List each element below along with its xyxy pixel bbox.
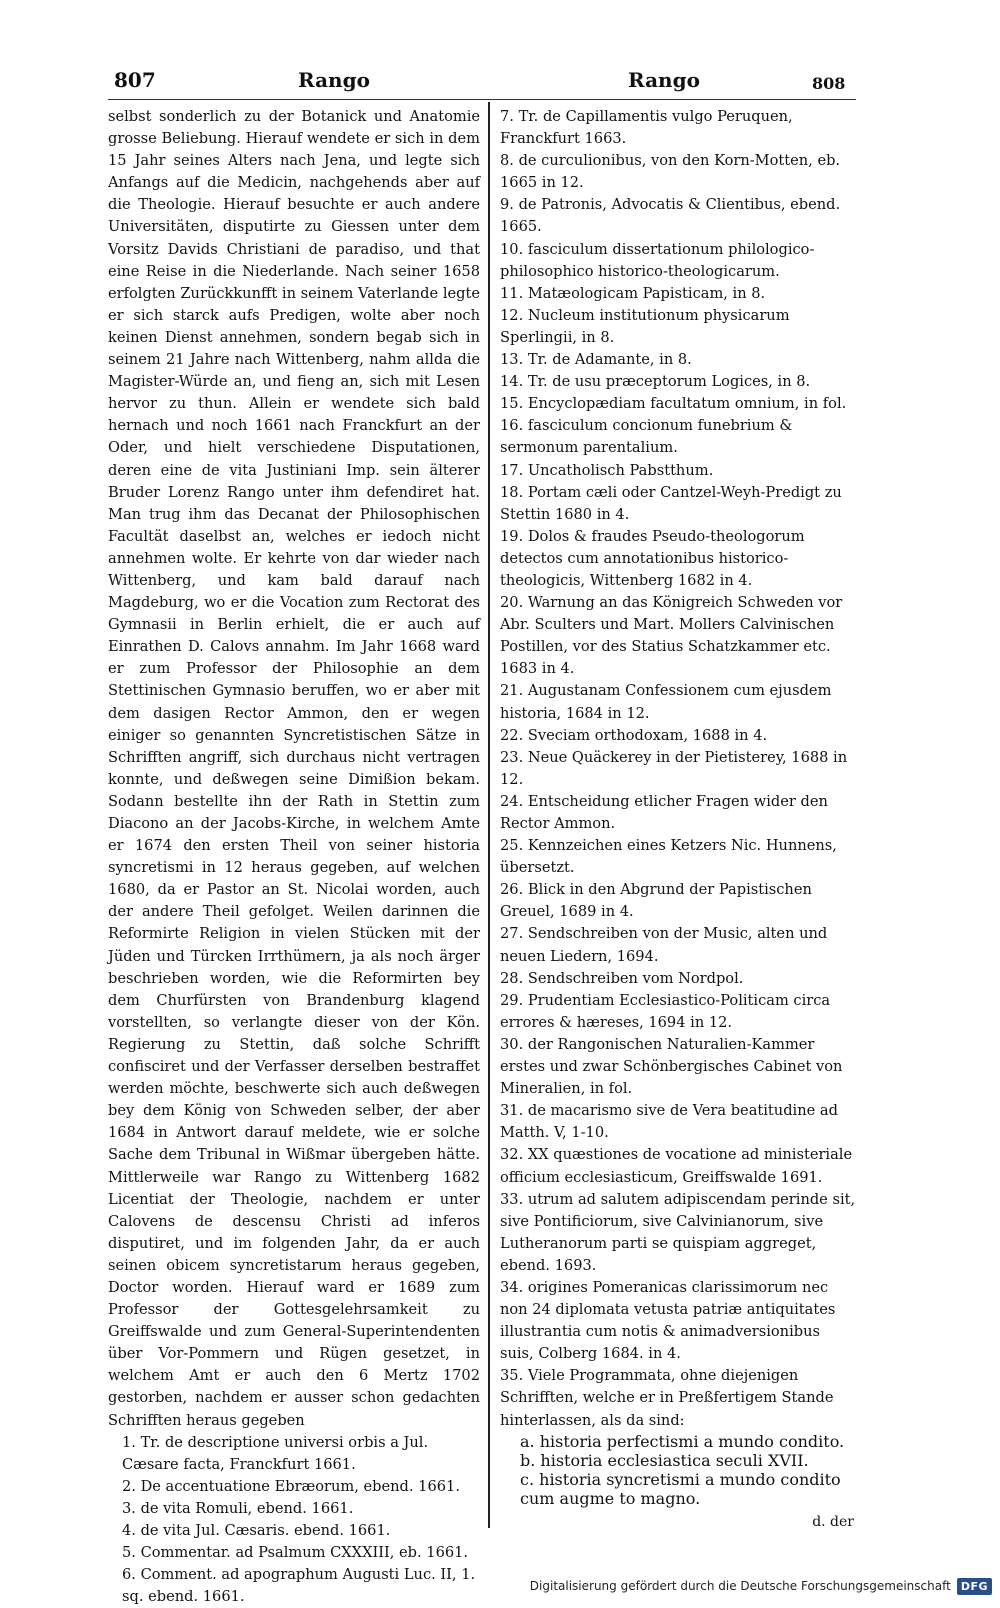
work-item: 19. Dolos & fraudes Pseudo-theologorum detectos cum annotationibus historico-theologicis, Wittenberg 1682 in 4. <box>500 527 805 589</box>
catchword: d. der <box>812 1514 854 1530</box>
work-item: 17. Uncatholisch Pabstthum. <box>500 461 714 479</box>
column-divider <box>488 102 490 1528</box>
work-item: 14. Tr. de usu præceptorum Logices, in 8. <box>500 373 811 391</box>
page-number-right: 808 <box>812 74 846 93</box>
work-item: 7. Tr. de Capillamentis vulgo Peruquen, Franckfurt 1663. <box>500 108 793 148</box>
page-number-left: 807 <box>114 68 156 92</box>
work-item: 1. Tr. de descriptione universi orbis a Jul. Cæsare facta, Franckfurt 1661. <box>122 1433 429 1473</box>
biography-paragraph: selbst sonderlich zu der Botanick und Anatomie grosse Beliebung. Hierauf wendete er sich in dem 15 Jahr seines Alters nach Jena, und legte sich Anfangs auf die Medicin, nachgehends aber auf die Theologie. Hierauf besuchte er auch andere Universitäten, disputirte zu Giessen unter dem Vorsitz Davids Christiani de paradiso, und that eine Reise in die Niederlande. Nach seiner 1658 erfolgten Zurückkunfft in seinem Vaterlande legte er sich starck aufs Predigen, wolte aber noch keinen Dienst annehmen, sondern begab sich in seinem 21 Jahre nach Wittenberg, nahm allda die Magister-Würde an, und fieng an, sich mit Lesen hervor zu thun. Allein er wendete sich bald hernach und noch 1661 nach Franckfurt an der Oder, und hielt verschiedene Disputationen, deren eine de vita Justiniani Imp. sein älterer Bruder Lorenz Rango unter ihm defendiret hat. Man trug ihm das Decanat der Philosophischen Facultät daselbst an, welches er iedoch nicht annehmen wolte. Er kehrte von dar wieder nach Wittenberg, und kam bald darauf nach Magdeburg, wo er die Vocation zum Rectorat des Gymnasii in Berlin erhielt, die er auch auf Einrathen D. Calovs annahm. Im Jahr 1668 ward er zum Professor der Philosophie an dem Stettinischen Gymnasio beruffen, wo er aber mit dem dasigen Rector Ammon, den er wegen einiger so genannten Syncretistischen Sätze in Schrifften angriff, sich durchaus nicht vertragen konnte, und deßwegen seine Dimißion bekam. Sodann bestellte ihn der Rath in Stettin zum Diacono an der Jacobs-Kirche, in welchem Amte er 1674 den ersten Theil von seiner historia syncretismi in 12 heraus gegeben, auf welchen 1680, da er Pastor an St. Nicolai worden, auch der andere Theil gefolget. Weilen darinnen die Reformirte Religion in vielen Stücken mit der Jüden und Türcken Irrthümern, ja als noch ärger beschrieben worden, wie die Reformirten bey dem Churfürsten von Brandenburg klagend vorstellten, so verlangte dieser von der Kön. Regierung zu Stettin, daß solche Schrifft confisciret und der Verfasser derselben bestraffet werden möchte, beschwerte sich auch deßwegen bey dem König von Schweden selber, der aber 1684 in Antwort darauf meldete, wie er solche Sache dem Tribunal in Wißmar übergeben hätte. Mittlerweile war Rango zu Wittenberg 1682 Licentiat der Theologie, nachdem er unter Calovens de descensu Christi ad inferos disputiret, und im folgenden Jahr, da er auch seinen obicem syncretistarum heraus gegeben, Doctor worden. Hierauf ward er 1689 zum Professor der Gottesgelehrsamkeit zu Greiffswalde und zum General-Superintendenten über Vor-Pommern und Rügen gesetzet, in welchem Amt er auch den 6 Mertz 1702 gestorben, nachdem er ausser schon gedachten Schrifften heraus gegeben <box>108 108 480 1429</box>
left-column <box>108 106 480 1608</box>
work-item: 31. de macarismo sive de Vera beatitudine ad Matth. V, 1-10. <box>500 1102 838 1142</box>
unpublished-works-list <box>520 1432 856 1508</box>
sub-work-item: a. historia perfectismi a mundo condito. <box>520 1431 845 1451</box>
work-item: 3. de vita Romuli, ebend. 1661. <box>122 1499 354 1517</box>
work-item: 4. de vita Jul. Cæsaris. ebend. 1661. <box>122 1522 391 1539</box>
work-item: 12. Nucleum institutionum physicarum Sperlingii, in 8. <box>500 306 790 346</box>
work-item: 10. fasciculum dissertationum philologico-philosophico historico-theologicarum. <box>500 240 815 280</box>
work-item: 35. Viele Programmata, ohne diejenigen Schrifften, welche er in Preßfertigem Stande hinterlassen, als da sind: <box>500 1367 834 1429</box>
sub-work-item: c. historia syncretismi a mundo condito cum augme to magno. <box>520 1469 841 1508</box>
work-item: 34. origines Pomeranicas clarissimorum nec non 24 diplomata vetusta patriæ antiquitates illustrantia cum notis & animadversionibus suis, Colberg 1684. in 4. <box>500 1278 836 1363</box>
work-item: 21. Augustanam Confessionem cum ejusdem historia, 1684 in 12. <box>500 682 832 722</box>
funding-credit: Digitalisierung gefördert durch die Deutsche Forschungsgemeinschaft <box>529 1579 951 1593</box>
works-list-right <box>500 106 856 1432</box>
work-item: 32. XX quæstiones de vocatione ad ministeriale officium ecclesiasticum, Greiffswalde 1691. <box>500 1146 853 1186</box>
work-item: 13. Tr. de Adamante, in 8. <box>500 351 692 369</box>
work-item: 33. utrum ad salutem adipiscendam perinde sit, sive Pontificiorum, sive Calvinianorum, sive Lutheranorum parti se quispiam aggreget, ebend. 1693. <box>500 1190 856 1274</box>
work-item: 8. de curculionibus, von den Korn-Motten, eb. 1665 in 12. <box>500 152 841 192</box>
running-head-left: Rango <box>298 68 370 92</box>
work-item: 25. Kennzeichen eines Ketzers Nic. Hunnens, übersetzt. <box>500 837 837 877</box>
work-item: 24. Entscheidung etlicher Fragen wider den Rector Ammon. <box>500 792 828 832</box>
right-column <box>500 106 856 1508</box>
work-item: 2. De accentuatione Ebræorum, ebend. 1661. <box>122 1477 460 1495</box>
work-item: 26. Blick in den Abgrund der Papistischen Greuel, 1689 in 4. <box>500 881 812 921</box>
work-item: 20. Warnung an das Königreich Schweden vor Abr. Sculters und Mart. Mollers Calvinischen Postillen, vor des Statius Schatzkammer etc. 1683 in 4. <box>500 594 843 678</box>
header-rule <box>108 99 856 100</box>
work-item: 28. Sendschreiben vom Nordpol. <box>500 969 744 987</box>
work-item: 15. Encyclopædiam facultatum omnium, in fol. <box>500 395 847 413</box>
work-item: 16. fasciculum concionum funebrium & sermonum parentalium. <box>500 417 793 457</box>
work-item: 9. de Patronis, Advocatis & Clientibus, ebend. 1665. <box>500 196 841 236</box>
work-item: 11. Matæologicam Papisticam, in 8. <box>500 284 766 302</box>
work-item: 27. Sendschreiben von der Music, alten und neuen Liedern, 1694. <box>500 925 828 965</box>
work-item: 30. der Rangonischen Naturalien-Kammer erstes und zwar Schönbergisches Cabinet von Mineralien, in fol. <box>500 1035 843 1098</box>
running-head-right: Rango <box>628 68 700 92</box>
dfg-logo: DFG <box>957 1578 992 1595</box>
works-list-left <box>122 1432 480 1608</box>
work-item: 18. Portam cæli oder Cantzel-Weyh-Predigt zu Stettin 1680 in 4. <box>500 483 842 523</box>
work-item: 23. Neue Quäckerey in der Pietisterey, 1688 in 12. <box>500 748 848 788</box>
work-item: 6. Comment. ad apographum Augusti Luc. II, 1. sq. ebend. 1661. <box>122 1566 476 1606</box>
work-item: 5. Commentar. ad Psalmum CXXXIII, eb. 1661. <box>122 1544 469 1562</box>
digitization-footer <box>530 1575 992 1597</box>
work-item: 22. Sveciam orthodoxam, 1688 in 4. <box>500 726 768 744</box>
sub-work-item: b. historia ecclesiastica seculi XVII. <box>520 1450 809 1470</box>
work-item: 29. Prudentiam Ecclesiastico-Politicam circa errores & hæreses, 1694 in 12. <box>500 991 831 1031</box>
